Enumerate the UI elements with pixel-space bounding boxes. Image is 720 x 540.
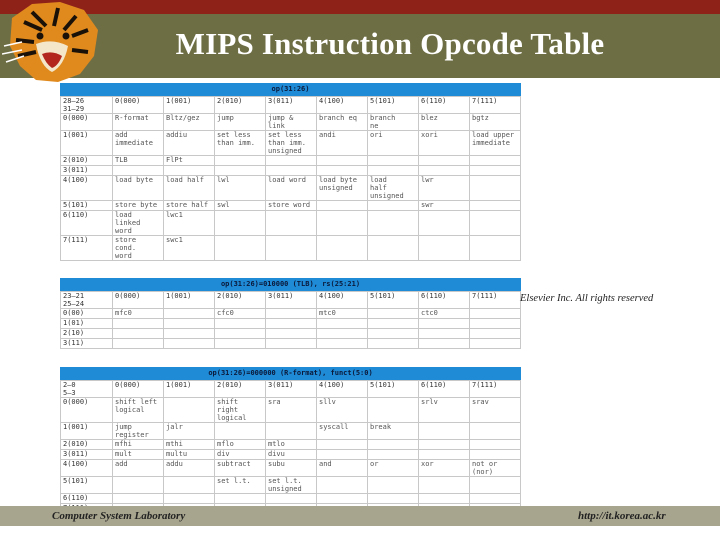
table-cell <box>215 319 266 329</box>
row-header: 2(010) <box>61 156 113 166</box>
table-cell <box>419 440 470 450</box>
table-cell: R-format <box>113 114 164 131</box>
table-title: op(31:26)=010000 (TLB), rs(25:21) <box>60 278 521 291</box>
table-cell <box>368 236 419 261</box>
table-cell <box>419 423 470 440</box>
column-header: 5(101) <box>368 292 419 309</box>
table-cell <box>113 166 164 176</box>
table-title: op(31:26) <box>60 83 521 96</box>
table-cell <box>368 319 419 329</box>
row-header: 7(111) <box>61 236 113 261</box>
table-cell <box>266 423 317 440</box>
row-header: 3(011) <box>61 166 113 176</box>
column-header: 3(011) <box>266 97 317 114</box>
table-cell: andi <box>317 131 368 156</box>
column-header: 5(101) <box>368 381 419 398</box>
column-header: 6(110) <box>419 381 470 398</box>
table-cell <box>317 166 368 176</box>
table-cell <box>470 440 521 450</box>
table-cell: store cond. word <box>113 236 164 261</box>
table-cell <box>266 339 317 349</box>
row-header: 0(000) <box>61 114 113 131</box>
table-cell <box>470 477 521 494</box>
column-header: 0(000) <box>113 97 164 114</box>
table-cell <box>317 329 368 339</box>
table-cell <box>317 201 368 211</box>
row-header: 3(011) <box>61 450 113 460</box>
table-cell <box>317 156 368 166</box>
row-header: 2(010) <box>61 440 113 450</box>
table-cell <box>266 211 317 236</box>
table-cell <box>266 309 317 319</box>
table-cell: TLB <box>113 156 164 166</box>
table-cell: lwr <box>419 176 470 201</box>
table-cell <box>368 339 419 349</box>
table-cell: shift right logical <box>215 398 266 423</box>
table-cell: FlPt <box>164 156 215 166</box>
table-cell <box>266 166 317 176</box>
table-cell: ori <box>368 131 419 156</box>
corner-cell: 28–26 31–29 <box>61 97 113 114</box>
table-cell: mtlo <box>266 440 317 450</box>
table-cell <box>368 494 419 504</box>
column-header: 7(111) <box>470 97 521 114</box>
table-cell <box>419 236 470 261</box>
table-cell <box>470 201 521 211</box>
table-cell: mult <box>113 450 164 460</box>
table-cell <box>164 166 215 176</box>
table-row <box>61 477 521 494</box>
table-row <box>61 176 521 201</box>
table-cell <box>266 236 317 261</box>
table-grid <box>60 380 521 514</box>
table-cell: branch ne <box>368 114 419 131</box>
table-grid <box>60 96 521 261</box>
column-header: 4(100) <box>317 97 368 114</box>
table-cell: set l.t. unsigned <box>266 477 317 494</box>
table-cell: load half <box>164 176 215 201</box>
column-header: 7(111) <box>470 381 521 398</box>
table-cell: div <box>215 450 266 460</box>
table-cell <box>419 477 470 494</box>
table-cell: set less than imm. <box>215 131 266 156</box>
table-cell <box>215 156 266 166</box>
table-cell: break <box>368 423 419 440</box>
table-cell: syscall <box>317 423 368 440</box>
column-header: 4(100) <box>317 292 368 309</box>
table-cell <box>419 450 470 460</box>
table-cell <box>470 329 521 339</box>
column-header: 2(010) <box>215 292 266 309</box>
table-cell: add immediate <box>113 131 164 156</box>
table-row <box>61 201 521 211</box>
table-row <box>61 131 521 156</box>
table-cell <box>215 494 266 504</box>
table-cell <box>368 309 419 319</box>
table-cell: swr <box>419 201 470 211</box>
table-cell: load byte <box>113 176 164 201</box>
table-cell <box>470 309 521 319</box>
table-cell: ctc0 <box>419 309 470 319</box>
table-row <box>61 309 521 319</box>
table-cell <box>470 450 521 460</box>
table-title: op(31:26)=000000 (R-format), funct(5:0) <box>60 367 521 380</box>
table-cell <box>164 329 215 339</box>
top-accent-bar <box>0 0 720 14</box>
table-cell <box>215 423 266 440</box>
table-cell: addu <box>164 460 215 477</box>
table-cell <box>470 494 521 504</box>
table-cell: jump register <box>113 423 164 440</box>
row-header: 5(101) <box>61 477 113 494</box>
row-header: 3(11) <box>61 339 113 349</box>
table-cell: divu <box>266 450 317 460</box>
table-row <box>61 211 521 236</box>
table-cell <box>368 329 419 339</box>
table-cell <box>470 211 521 236</box>
table-cell <box>419 494 470 504</box>
table-cell <box>368 450 419 460</box>
table-row <box>61 114 521 131</box>
table-cell <box>215 339 266 349</box>
table-cell: branch eq <box>317 114 368 131</box>
table-row <box>61 398 521 423</box>
row-header: 5(101) <box>61 201 113 211</box>
table-cell: load half unsigned <box>368 176 419 201</box>
row-header: 1(001) <box>61 423 113 440</box>
table-cell: Bltz/gez <box>164 114 215 131</box>
corner-cell: 23–21 25–24 <box>61 292 113 309</box>
table-cell <box>215 211 266 236</box>
table-cell: lwc1 <box>164 211 215 236</box>
table-cell <box>368 166 419 176</box>
table-row <box>61 494 521 504</box>
table-cell <box>368 477 419 494</box>
row-header: 0(000) <box>61 398 113 423</box>
table-row <box>61 460 521 477</box>
column-header: 0(000) <box>113 292 164 309</box>
column-header: 1(001) <box>164 97 215 114</box>
row-header: 4(100) <box>61 176 113 201</box>
column-header: 5(101) <box>368 97 419 114</box>
table-cell: shift left logical <box>113 398 164 423</box>
column-header: 6(110) <box>419 97 470 114</box>
table-cell <box>164 398 215 423</box>
table-cell <box>419 329 470 339</box>
table-cell <box>215 166 266 176</box>
table-cell <box>317 477 368 494</box>
table-row <box>61 329 521 339</box>
table-row <box>61 166 521 176</box>
column-header: 4(100) <box>317 381 368 398</box>
table-cell <box>419 211 470 236</box>
table-cell: not or (nor) <box>470 460 521 477</box>
table-cell: and <box>317 460 368 477</box>
table-cell <box>317 236 368 261</box>
table-cell <box>113 329 164 339</box>
table-cell: sllv <box>317 398 368 423</box>
table-cell: srlv <box>419 398 470 423</box>
table-cell <box>113 494 164 504</box>
row-header: 4(100) <box>61 460 113 477</box>
corner-cell: 2–0 5–3 <box>61 381 113 398</box>
table-cell <box>317 211 368 236</box>
column-header: 3(011) <box>266 292 317 309</box>
table-cell <box>164 309 215 319</box>
table-cell <box>368 156 419 166</box>
table-cell: load word <box>266 176 317 201</box>
copyright-credit: Elsevier Inc. All rights reserved <box>520 293 654 304</box>
table-cell: sra <box>266 398 317 423</box>
row-header: 2(10) <box>61 329 113 339</box>
slide-title: MIPS Instruction Opcode Table <box>175 26 605 61</box>
table-row <box>61 319 521 329</box>
row-header: 6(110) <box>61 211 113 236</box>
table-cell <box>266 319 317 329</box>
table-cell <box>470 236 521 261</box>
table-cell <box>215 329 266 339</box>
table-cell <box>266 156 317 166</box>
table-cell <box>470 166 521 176</box>
table-cell <box>317 319 368 329</box>
table-cell: store byte <box>113 201 164 211</box>
table-cell: add <box>113 460 164 477</box>
column-header: 3(011) <box>266 381 317 398</box>
table-cell <box>113 477 164 494</box>
column-header: 1(001) <box>164 292 215 309</box>
column-header: 1(001) <box>164 381 215 398</box>
table-header-row <box>61 97 521 114</box>
table-cell: xori <box>419 131 470 156</box>
table-cell: mthi <box>164 440 215 450</box>
table-cell <box>266 329 317 339</box>
table-cell <box>317 494 368 504</box>
table-cell: store word <box>266 201 317 211</box>
table-cell: subtract <box>215 460 266 477</box>
row-header: 6(110) <box>61 494 113 504</box>
table-cell: load upper immediate <box>470 131 521 156</box>
table-cell <box>470 176 521 201</box>
table-cell <box>470 156 521 166</box>
table-row <box>61 339 521 349</box>
column-header: 7(111) <box>470 292 521 309</box>
table-cell: swl <box>215 201 266 211</box>
table-row <box>61 236 521 261</box>
table-cell: bgtz <box>470 114 521 131</box>
table-cell <box>317 339 368 349</box>
table-cell: lwl <box>215 176 266 201</box>
table-cell: mfhi <box>113 440 164 450</box>
table-cell <box>164 339 215 349</box>
footer-url: http://it.korea.ac.kr <box>578 510 666 522</box>
table-cell: subu <box>266 460 317 477</box>
row-header: 1(001) <box>61 131 113 156</box>
column-header: 0(000) <box>113 381 164 398</box>
table-cell: multu <box>164 450 215 460</box>
column-header: 2(010) <box>215 381 266 398</box>
table-cell: addiu <box>164 131 215 156</box>
rformat-table <box>60 367 521 514</box>
table-cell <box>164 494 215 504</box>
row-header: 0(00) <box>61 309 113 319</box>
table-cell <box>113 319 164 329</box>
table-grid <box>60 291 521 349</box>
table-cell <box>470 339 521 349</box>
table-cell: set less than imm. unsigned <box>266 131 317 156</box>
table-row <box>61 440 521 450</box>
table-cell: mtc0 <box>317 309 368 319</box>
table-cell: srav <box>470 398 521 423</box>
table-header-row <box>61 381 521 398</box>
table-cell: cfc0 <box>215 309 266 319</box>
footer-lab-name: Computer System Laboratory <box>52 510 186 522</box>
column-header: 6(110) <box>419 292 470 309</box>
table-cell <box>164 477 215 494</box>
table-cell: set l.t. <box>215 477 266 494</box>
table-cell <box>419 339 470 349</box>
table-cell: or <box>368 460 419 477</box>
table-cell: load linked word <box>113 211 164 236</box>
table-cell <box>317 440 368 450</box>
table-row <box>61 423 521 440</box>
table-cell: mfc0 <box>113 309 164 319</box>
table-cell <box>470 423 521 440</box>
table-cell <box>368 201 419 211</box>
table-cell: load byte unsigned <box>317 176 368 201</box>
table-cell: jump <box>215 114 266 131</box>
opcode-table <box>60 83 521 261</box>
table-cell <box>419 319 470 329</box>
table-cell: swc1 <box>164 236 215 261</box>
table-cell <box>164 319 215 329</box>
table-cell <box>419 156 470 166</box>
table-header-row <box>61 292 521 309</box>
table-cell <box>215 236 266 261</box>
table-cell: store half <box>164 201 215 211</box>
table-row <box>61 450 521 460</box>
table-cell: blez <box>419 114 470 131</box>
tlb-table <box>60 278 521 349</box>
table-cell <box>113 339 164 349</box>
table-cell <box>368 211 419 236</box>
column-header: 2(010) <box>215 97 266 114</box>
table-row <box>61 156 521 166</box>
table-cell <box>419 166 470 176</box>
table-cell: mflo <box>215 440 266 450</box>
table-cell <box>470 319 521 329</box>
table-cell <box>368 440 419 450</box>
table-cell: xor <box>419 460 470 477</box>
table-cell: jump & link <box>266 114 317 131</box>
row-header: 1(01) <box>61 319 113 329</box>
table-cell: jalr <box>164 423 215 440</box>
table-cell <box>368 398 419 423</box>
table-cell <box>266 494 317 504</box>
table-cell <box>317 450 368 460</box>
